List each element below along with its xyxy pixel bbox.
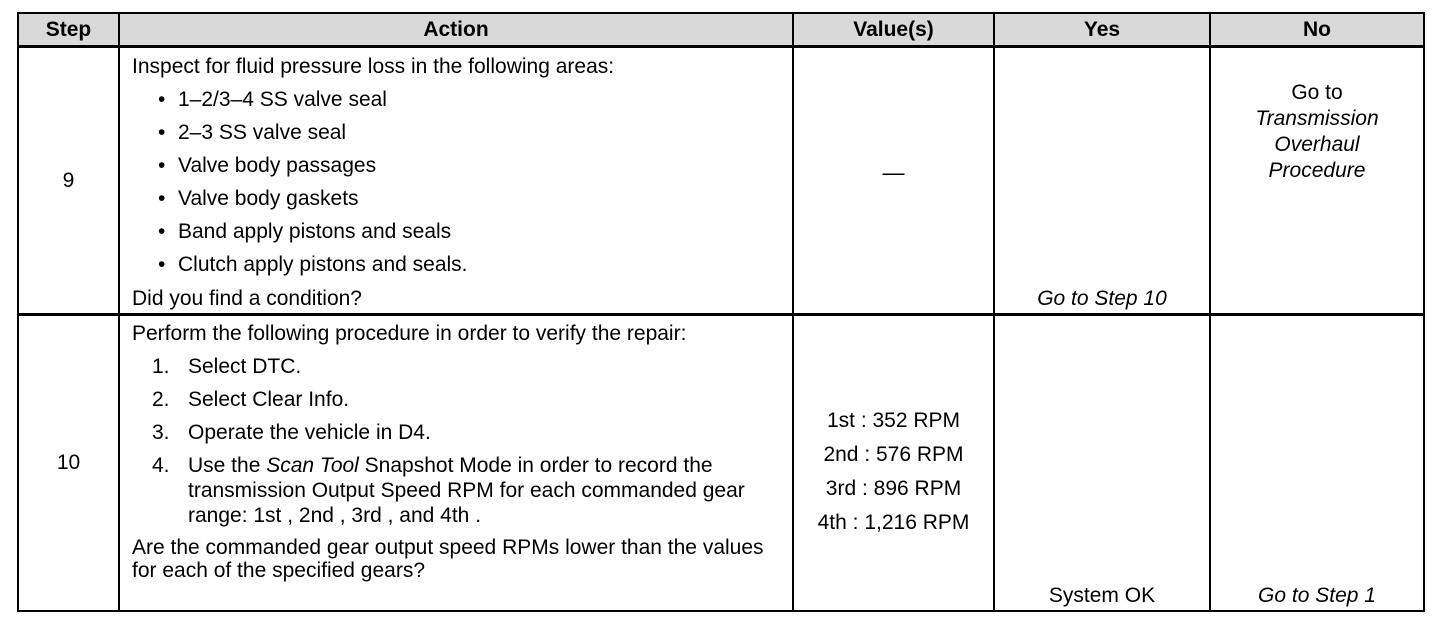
no-cell (1210, 47, 1424, 315)
list-item: 2. Select Clear Info. (152, 388, 350, 411)
no-cell (1210, 315, 1424, 612)
rpm-value: 3rd : 896 RPM (825, 477, 962, 500)
action-question: Did you find a condition? (132, 287, 362, 310)
value-cell (793, 315, 994, 612)
yes-cell (994, 47, 1210, 315)
step-number: 9 (18, 47, 119, 315)
diagnostic-table (17, 12, 1425, 612)
table-row (18, 315, 1424, 612)
numbered-list (132, 354, 782, 528)
list-item: 3. Operate the vehicle in D4. (152, 421, 431, 444)
step-number: 10 (18, 315, 119, 612)
list-item: • Band apply pistons and seals (158, 220, 452, 243)
header-yes: Yes (994, 13, 1210, 47)
action-cell (119, 47, 793, 315)
header-step: Step (18, 13, 119, 47)
yes-result: System OK (1048, 584, 1156, 607)
rpm-value: 2nd : 576 RPM (823, 443, 964, 466)
header-row (18, 13, 1424, 47)
rpm-value: 1st : 352 RPM (826, 409, 961, 432)
no-result: Go to Transmission Overhaul Procedure (1255, 81, 1379, 182)
bullet-icon: • (158, 121, 166, 144)
bullet-icon: • (158, 220, 166, 243)
rpm-values (794, 404, 993, 540)
bullet-icon: • (158, 154, 166, 177)
action-intro: Inspect for fluid pressure loss in the following areas: (132, 55, 615, 78)
list-item: • 1–2/3–4 SS valve seal (158, 88, 387, 111)
bullet-icon: • (158, 253, 166, 276)
value-dash: — (882, 160, 905, 185)
list-item: • Valve body gaskets (158, 187, 359, 210)
value-cell (793, 47, 994, 315)
header-action: Action (119, 13, 793, 47)
no-result: Go to Step 1 (1258, 584, 1376, 607)
yes-result: Go to Step 10 (1037, 287, 1167, 310)
action-cell (119, 315, 793, 612)
bullet-icon: • (158, 187, 166, 210)
bullet-list (132, 87, 782, 277)
header-no: No (1210, 13, 1424, 47)
rpm-value: 4th : 1,216 RPM (817, 511, 970, 534)
bullet-icon: • (158, 88, 166, 111)
list-item: • Clutch apply pistons and seals. (158, 253, 468, 276)
action-question: Are the commanded gear output speed RPMs lower than the values for each of the specified gears? (132, 536, 764, 582)
list-item: • Valve body passages (158, 154, 377, 177)
list-item: • 2–3 SS valve seal (158, 121, 347, 144)
list-item: 1. Select DTC. (152, 355, 302, 378)
table-row (18, 47, 1424, 315)
header-values: Value(s) (793, 13, 994, 47)
list-item: 4. Use the Scan Tool Snapshot Mode in order to record the transmission Output Speed RPM for each commanded gear range: 1st , 2nd , 3rd , and 4th . (152, 454, 745, 527)
action-intro: Perform the following procedure in order to verify the repair: (132, 322, 687, 345)
yes-cell (994, 315, 1210, 612)
